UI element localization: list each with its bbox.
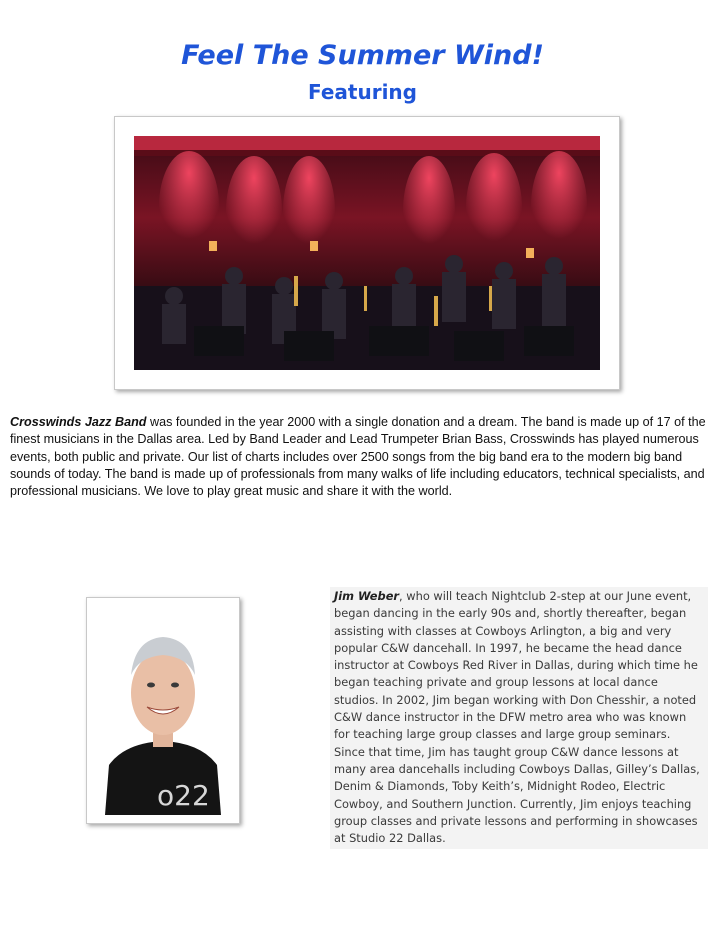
band-description [10,414,716,500]
band-name: Crosswinds Jazz Band [10,415,147,429]
shirt-logo-text: o22 [157,779,210,812]
instructor-name: Jim Weber [334,589,400,603]
band-photo-frame [114,116,620,390]
band-photo [134,136,600,370]
instructor-photo [95,605,231,815]
instructor-bio [330,587,708,849]
page-title: Feel The Summer Wind! [181,40,544,71]
page-subtitle: Featuring [308,80,417,104]
instructor-bio-text: , who will teach Nightclub 2-step at our June event, began dancing in the early 90s and, shortly thereafter, began assisting with classes at Cowboys Arlington, a big and very popular C&W dancehall. In 1997, he became the head dance instructor at Cowboys Red River in Dallas, during which time he began teaching private and group lessons at local dance studios. In 2002, Jim began working with Don Chesshir, a noted C&W dance instructor in the DFW metro area who was known for teaching large group classes and large group seminars. Since that time, Jim has taught group C&W dance lessons at many area dancehalls including Cowboys Dallas, Gilley’s Dallas, Denim & Diamonds, Toby Keith’s, Midnight Rodeo, Electric Cowboy, and Southern Junction. Currently, Jim enjoys teaching group classes and private lessons and performing in showcases at Studio 22 Dallas. [334,589,700,846]
instructor-photo-frame [86,597,240,824]
band-description-text: was founded in the year 2000 with a single donation and a dream. The band is made up of 17 of the finest musicians in the Dallas area. Led by Band Leader and Lead Trumpeter Brian Bass, Crosswinds has played numerous events, both public and private. Our list of charts includes over 2500 songs from the big band era to the modern big band sounds of today. The band is made up of professionals from many walks of life including educators, technical specialists, and professional musicians. We love to play great music and share it with the world. [10,415,706,499]
